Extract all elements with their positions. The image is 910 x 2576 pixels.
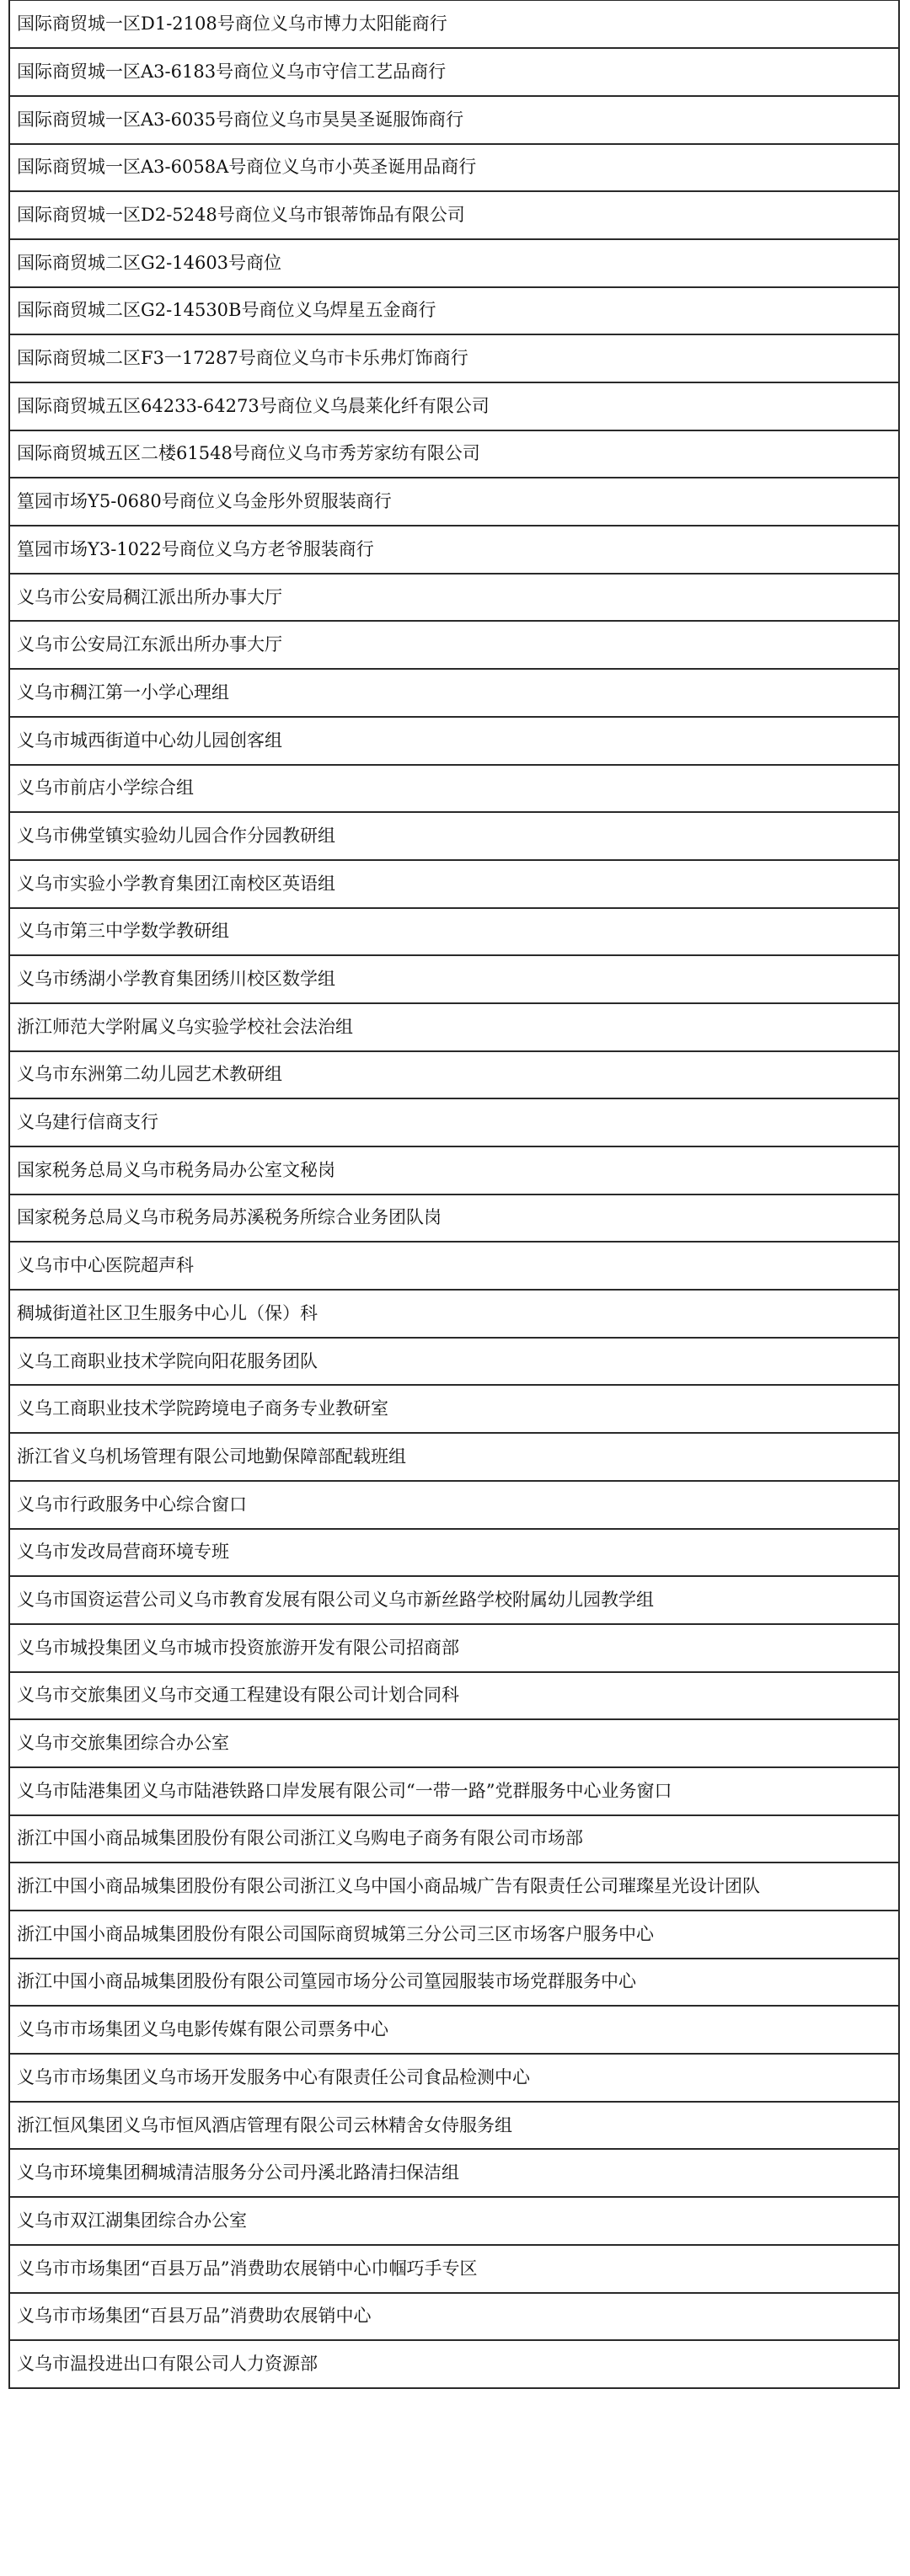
table-row (9, 2293, 899, 2341)
unit-name-cell: 义乌市第三中学数学教研组 (9, 908, 899, 956)
unit-name-cell: 义乌市市场集团“百县万品”消费助农展销中心 (9, 2293, 899, 2341)
table-row (9, 2340, 899, 2388)
unit-name-cell: 义乌市实验小学教育集团江南校区英语组 (9, 860, 899, 908)
table-row (9, 955, 899, 1003)
table-row (9, 1338, 899, 1386)
unit-list-body (9, 1, 899, 2388)
unit-name-cell: 义乌市温投进出口有限公司人力资源部 (9, 2340, 899, 2388)
table-row (9, 1767, 899, 1815)
unit-name-cell: 国际商贸城一区D2-5248号商位义乌市银蒂饰品有限公司 (9, 191, 899, 239)
table-row (9, 1911, 899, 1959)
unit-name-cell: 义乌市市场集团义乌电影传媒有限公司票务中心 (9, 2006, 899, 2054)
unit-name-cell: 浙江师范大学附属义乌实验学校社会法治组 (9, 1003, 899, 1051)
table-row (9, 526, 899, 574)
table-row (9, 812, 899, 860)
table-row (9, 1003, 899, 1051)
table-row (9, 1051, 899, 1099)
unit-name-cell: 浙江中国小商品城集团股份有限公司篁园市场分公司篁园服装市场党群服务中心 (9, 1959, 899, 2007)
unit-name-cell: 义乌工商职业技术学院向阳花服务团队 (9, 1338, 899, 1386)
table-row (9, 2006, 899, 2054)
unit-name-cell: 浙江中国小商品城集团股份有限公司国际商贸城第三分公司三区市场客户服务中心 (9, 1911, 899, 1959)
unit-name-cell: 国际商贸城一区A3-6183号商位义乌市守信工艺品商行 (9, 48, 899, 96)
table-row (9, 1290, 899, 1338)
table-row (9, 382, 899, 430)
unit-name-cell: 义乌工商职业技术学院跨境电子商务专业教研室 (9, 1385, 899, 1433)
unit-name-cell: 国家税务总局义乌市税务局苏溪税务所综合业务团队岗 (9, 1194, 899, 1243)
unit-name-cell: 义乌市东洲第二幼儿园艺术教研组 (9, 1051, 899, 1099)
table-row (9, 1624, 899, 1672)
unit-name-cell: 义乌市城投集团义乌市城市投资旅游开发有限公司招商部 (9, 1624, 899, 1672)
table-row (9, 574, 899, 622)
table-row (9, 1385, 899, 1433)
table-row (9, 860, 899, 908)
unit-name-cell: 国际商贸城二区G2-14603号商位 (9, 239, 899, 287)
unit-name-cell: 义乌市公安局稠江派出所办事大厅 (9, 574, 899, 622)
table-row (9, 1242, 899, 1290)
unit-name-cell: 篁园市场Y5-0680号商位义乌金彤外贸服装商行 (9, 478, 899, 526)
table-row (9, 1098, 899, 1146)
unit-name-cell: 义乌市交旅集团义乌市交通工程建设有限公司计划合同科 (9, 1672, 899, 1720)
table-row (9, 144, 899, 192)
unit-name-cell: 国际商贸城五区64233-64273号商位义乌晨莱化纤有限公司 (9, 382, 899, 430)
table-row (9, 1959, 899, 2007)
unit-name-cell: 义乌市陆港集团义乌市陆港铁路口岸发展有限公司“一带一路”党群服务中心业务窗口 (9, 1767, 899, 1815)
table-row (9, 765, 899, 813)
table-row (9, 96, 899, 144)
unit-name-cell: 义乌市绣湖小学教育集团绣川校区数学组 (9, 955, 899, 1003)
table-row (9, 2197, 899, 2245)
table-row (9, 1481, 899, 1529)
unit-name-cell: 浙江恒风集团义乌市恒风酒店管理有限公司云林精舍女侍服务组 (9, 2102, 899, 2150)
table-row (9, 2245, 899, 2293)
unit-name-cell: 国际商贸城二区G2-14530B号商位义乌焊星五金商行 (9, 287, 899, 335)
unit-name-cell: 义乌建行信商支行 (9, 1098, 899, 1146)
unit-name-cell: 国家税务总局义乌市税务局办公室文秘岗 (9, 1146, 899, 1194)
table-row (9, 239, 899, 287)
table-row (9, 48, 899, 96)
unit-name-cell: 义乌市交旅集团综合办公室 (9, 1719, 899, 1767)
unit-name-cell: 义乌市环境集团稠城清洁服务分公司丹溪北路清扫保洁组 (9, 2149, 899, 2197)
unit-name-cell: 义乌市前店小学综合组 (9, 765, 899, 813)
table-row (9, 1, 899, 49)
table-row (9, 1194, 899, 1243)
table-row (9, 717, 899, 765)
unit-name-cell: 国际商贸城一区D1-2108号商位义乌市博力太阳能商行 (9, 1, 899, 49)
unit-name-cell: 国际商贸城一区A3-6035号商位义乌市昊昊圣诞服饰商行 (9, 96, 899, 144)
unit-name-cell: 义乌市行政服务中心综合窗口 (9, 1481, 899, 1529)
table-row (9, 478, 899, 526)
unit-name-cell: 国际商贸城二区F3一17287号商位义乌市卡乐弗灯饰商行 (9, 334, 899, 382)
table-row (9, 908, 899, 956)
unit-name-cell: 义乌市中心医院超声科 (9, 1242, 899, 1290)
table-row (9, 2054, 899, 2102)
unit-name-cell: 义乌市市场集团义乌市场开发服务中心有限责任公司食品检测中心 (9, 2054, 899, 2102)
unit-name-cell: 浙江省义乌机场管理有限公司地勤保障部配载班组 (9, 1433, 899, 1481)
table-row (9, 669, 899, 717)
unit-name-cell: 义乌市城西街道中心幼儿园创客组 (9, 717, 899, 765)
unit-name-cell: 篁园市场Y3-1022号商位义乌方老爷服装商行 (9, 526, 899, 574)
table-row (9, 1719, 899, 1767)
table-row (9, 1529, 899, 1577)
table-row (9, 1672, 899, 1720)
unit-name-cell: 义乌市双江湖集团综合办公室 (9, 2197, 899, 2245)
unit-name-cell: 义乌市公安局江东派出所办事大厅 (9, 621, 899, 669)
table-row (9, 1576, 899, 1624)
table-row (9, 2149, 899, 2197)
unit-name-cell: 国际商贸城一区A3-6058A号商位义乌市小英圣诞用品商行 (9, 144, 899, 192)
unit-name-cell: 义乌市发改局营商环境专班 (9, 1529, 899, 1577)
unit-list-table (8, 0, 900, 2389)
table-row (9, 334, 899, 382)
table-row (9, 621, 899, 669)
table-row (9, 1146, 899, 1194)
table-row (9, 287, 899, 335)
unit-name-cell: 义乌市佛堂镇实验幼儿园合作分园教研组 (9, 812, 899, 860)
unit-name-cell: 义乌市市场集团“百县万品”消费助农展销中心巾帼巧手专区 (9, 2245, 899, 2293)
unit-name-cell: 浙江中国小商品城集团股份有限公司浙江义乌中国小商品城广告有限责任公司璀璨星光设计团队 (9, 1863, 899, 1911)
table-row (9, 1863, 899, 1911)
unit-name-cell: 义乌市国资运营公司义乌市教育发展有限公司义乌市新丝路学校附属幼儿园教学组 (9, 1576, 899, 1624)
table-row (9, 2102, 899, 2150)
unit-name-cell: 义乌市稠江第一小学心理组 (9, 669, 899, 717)
unit-name-cell: 国际商贸城五区二楼61548号商位义乌市秀芳家纺有限公司 (9, 430, 899, 478)
table-row (9, 1815, 899, 1863)
table-row (9, 1433, 899, 1481)
unit-name-cell: 稠城街道社区卫生服务中心儿（保）科 (9, 1290, 899, 1338)
table-row (9, 430, 899, 478)
unit-name-cell: 浙江中国小商品城集团股份有限公司浙江义乌购电子商务有限公司市场部 (9, 1815, 899, 1863)
table-row (9, 191, 899, 239)
